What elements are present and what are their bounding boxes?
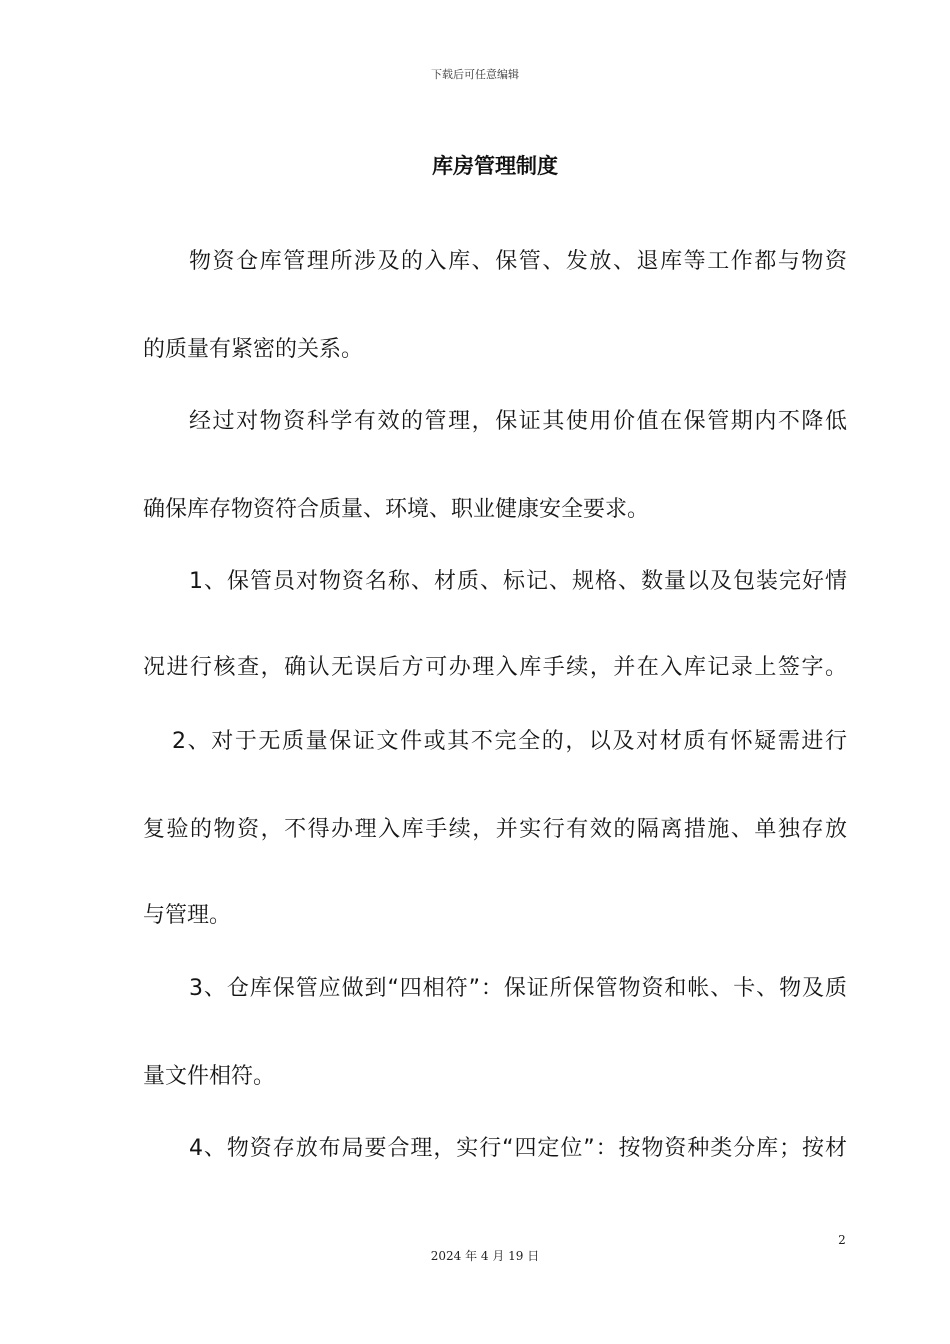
paragraph-line: 况进行核查，确认无误后方可办理入库手续，并在入库记录上签字。 xyxy=(143,655,847,680)
paragraph-line: 2、对于无质量保证文件或其不完全的，以及对材质有怀疑需进行 xyxy=(172,729,847,754)
paragraph-line: 3、仓库保管应做到“四相符”：保证所保管物资和帐、卡、物及质 xyxy=(189,976,847,1001)
paragraph-line: 量文件相符。 xyxy=(143,1064,276,1089)
paragraph-line: 物资仓库管理所涉及的入库、保管、发放、退库等工作都与物资 xyxy=(189,249,847,274)
footer-date: 2024 年 4 月 19 日 xyxy=(430,1249,540,1263)
document-title: 库房管理制度 xyxy=(432,154,558,178)
paragraph-line: 复验的物资，不得办理入库手续，并实行有效的隔离措施、单独存放 xyxy=(143,817,847,842)
page-number: 2 xyxy=(838,1233,846,1247)
paragraph-line: 1、保管员对物资名称、材质、标记、规格、数量以及包装完好情 xyxy=(189,569,847,594)
paragraph-line: 的质量有紧密的关系。 xyxy=(143,337,364,362)
paragraph-line: 经过对物资科学有效的管理，保证其使用价值在保管期内不降低 xyxy=(189,409,847,434)
header-note: 下载后可任意编辑 xyxy=(431,68,519,81)
paragraph-line: 与管理。 xyxy=(143,903,232,928)
paragraph-line: 4、物资存放布局要合理，实行“四定位”：按物资种类分库；按材 xyxy=(189,1136,847,1161)
paragraph-line: 确保库存物资符合质量、环境、职业健康安全要求。 xyxy=(143,497,650,522)
